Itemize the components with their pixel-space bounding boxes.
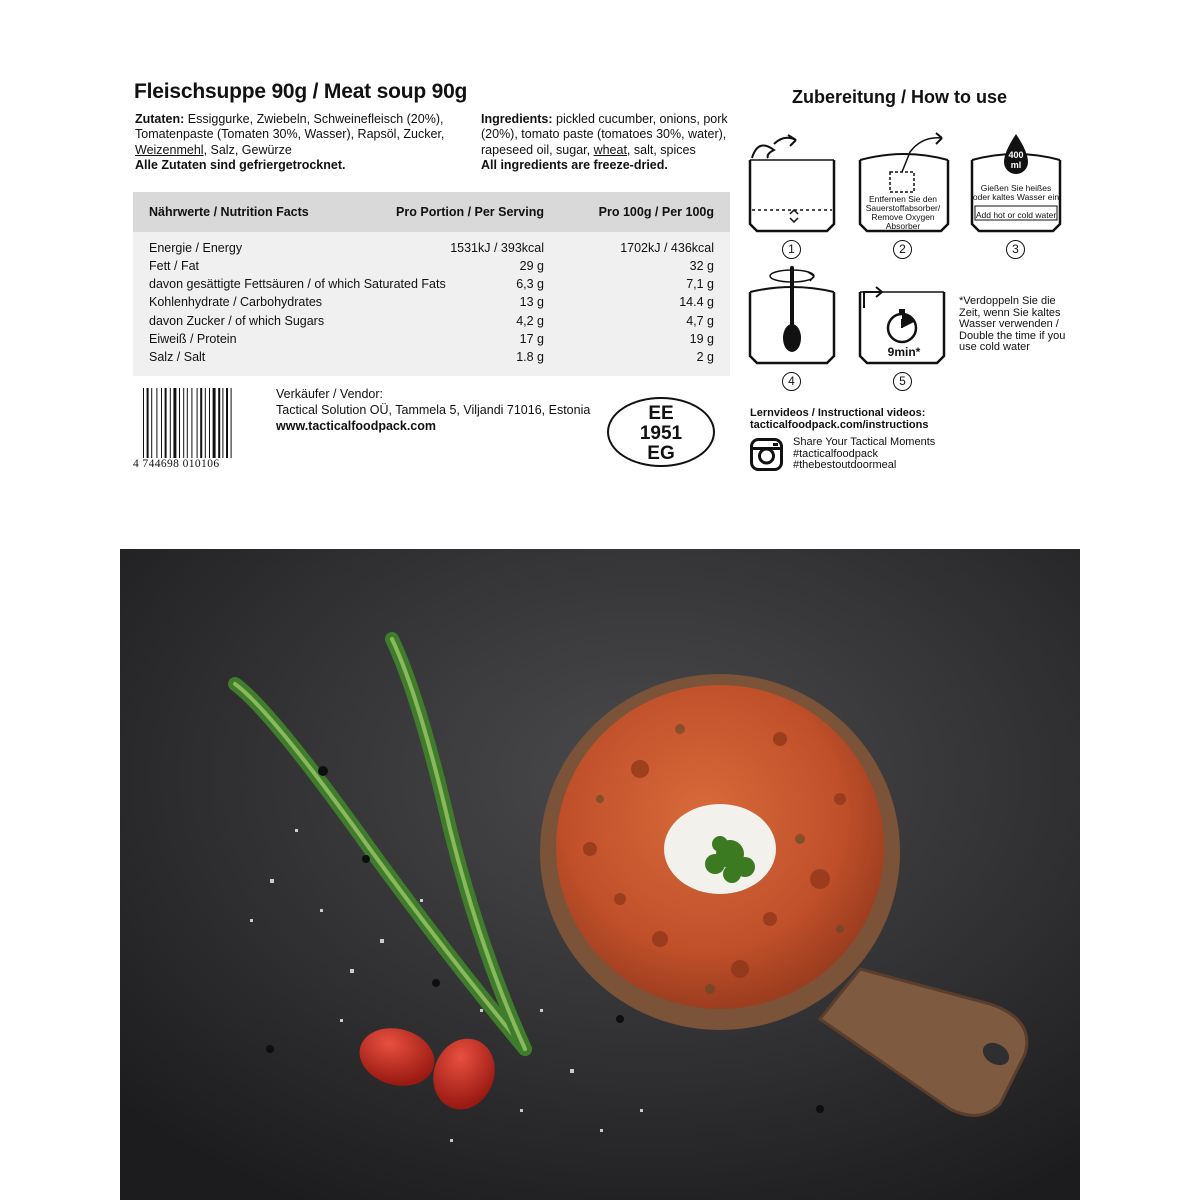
nutrition-row bbox=[133, 241, 730, 259]
step-4-stir bbox=[744, 262, 840, 368]
step-3-volume-value: 400 bbox=[1008, 150, 1024, 160]
nutrient-per100: 19 g bbox=[689, 332, 714, 346]
nutrition-row bbox=[133, 350, 730, 368]
ingredients-en-label: Ingredients: bbox=[481, 112, 553, 126]
nutrition-header-serving: Pro Portion / Per Serving bbox=[396, 205, 544, 219]
nutrition-table bbox=[133, 192, 730, 376]
nutrient-serving: 1.8 g bbox=[516, 350, 544, 364]
barcode-number: 4 744698 010106 bbox=[133, 458, 220, 470]
instagram-icon[interactable] bbox=[750, 438, 783, 471]
step-3-text-en: Add hot or cold water bbox=[975, 210, 1057, 220]
product-title: Fleischsuppe 90g / Meat soup 90g bbox=[134, 80, 468, 103]
ec-identification-mark bbox=[607, 397, 715, 467]
ingredients-en-freeze-dried: All ingredients are freeze-dried. bbox=[481, 157, 668, 172]
step-3-text-de: Gießen Sie heißes oder kaltes Wasser ein bbox=[972, 183, 1060, 202]
nutrient-per100: 7,1 g bbox=[686, 277, 714, 291]
step-3-volume-unit: ml bbox=[1010, 160, 1022, 170]
ingredients-en-text-2: salt, spices bbox=[630, 142, 696, 157]
nutrition-row bbox=[133, 314, 730, 332]
nutrient-name: Fett / Fat bbox=[149, 259, 200, 273]
step-number-2: 2 bbox=[893, 240, 912, 259]
nutrient-serving: 4,2 g bbox=[516, 314, 544, 328]
vendor-address: Tactical Solution OÜ, Tammela 5, Viljandi 71016, Estonia bbox=[276, 403, 591, 417]
nutrient-name: davon Zucker / of which Sugars bbox=[149, 314, 325, 328]
nutrient-serving: 6,3 g bbox=[516, 277, 544, 291]
step-number-3: 3 bbox=[1006, 240, 1025, 259]
nutrition-header bbox=[133, 192, 730, 232]
barcode bbox=[143, 388, 239, 460]
hashtag-brand: #tacticalfoodpack bbox=[793, 447, 878, 460]
nutrient-name: Salz / Salt bbox=[149, 350, 206, 364]
share-block bbox=[793, 437, 935, 472]
learn-url[interactable]: tacticalfoodpack.com/instructions bbox=[750, 419, 929, 431]
cold-water-note: *Verdoppeln Sie die Zeit, wenn Sie kaltes Wasser verwenden / Double the time if you use cold water bbox=[959, 295, 1066, 354]
step-5-time: 9min* bbox=[887, 345, 921, 359]
nutrient-per100: 2 g bbox=[696, 350, 714, 364]
ec-country: EE bbox=[648, 403, 674, 424]
vendor-url[interactable]: www.tacticalfoodpack.com bbox=[276, 419, 436, 433]
nutrient-name: Eiweiß / Protein bbox=[149, 332, 237, 346]
step-1-open-pouch bbox=[744, 128, 840, 234]
nutrition-header-per100: Pro 100g / Per 100g bbox=[598, 205, 714, 219]
stir-spoon-icon bbox=[744, 262, 840, 368]
nutrient-per100: 4,7 g bbox=[686, 314, 714, 328]
ec-number: 1951 bbox=[639, 423, 683, 444]
nutrient-serving: 29 g bbox=[519, 259, 544, 273]
share-line: Share Your Tactical Moments bbox=[793, 436, 936, 448]
step-number-4: 4 bbox=[782, 372, 801, 391]
ingredients-de-label: Zutaten: bbox=[135, 112, 185, 126]
nutrient-per100: 1702kJ / 436kcal bbox=[620, 241, 714, 255]
nutrient-per100: 14.4 g bbox=[679, 295, 714, 309]
instructional-videos bbox=[750, 407, 928, 431]
step-number-5: 5 bbox=[893, 372, 912, 391]
learn-label: Lernvideos / Instructional videos: bbox=[750, 407, 926, 419]
ec-region: EG bbox=[647, 443, 675, 464]
nutrition-row bbox=[133, 295, 730, 313]
nutrient-name: Energie / Energy bbox=[149, 241, 243, 255]
nutrient-name: davon gesättigte Fettsäuren / of which Saturated Fats bbox=[149, 277, 446, 291]
nutrient-per100: 32 g bbox=[689, 259, 714, 273]
ingredients-de-text-1: Essiggurke, Zwiebeln, Schweinefleisch (20%), Tomatenpaste (Tomaten 30%, Wasser), Rapsöl, Zucker, bbox=[135, 112, 445, 142]
step-2-text: Entfernen Sie den Sauerstoffabsorber/ Remove Oxygen Absorber bbox=[865, 194, 941, 231]
ingredients-de-text-2: , Salz, Gewürze bbox=[203, 142, 292, 157]
ingredients-de-freeze-dried: Alle Zutaten sind gefriergetrocknet. bbox=[135, 157, 346, 172]
ingredients-english bbox=[481, 112, 731, 173]
hashtag-slogan: #thebestoutdoormeal bbox=[793, 459, 897, 471]
nutrient-name: Kohlenhydrate / Carbohydrates bbox=[149, 295, 323, 309]
step-number-1: 1 bbox=[782, 240, 801, 259]
nutrition-row bbox=[133, 332, 730, 350]
vendor-info bbox=[276, 386, 590, 434]
nutrient-serving: 17 g bbox=[519, 332, 544, 346]
nutrition-row bbox=[133, 259, 730, 277]
nutrition-header-name: Nährwerte / Nutrition Facts bbox=[149, 205, 309, 219]
ingredients-en-allergen: wheat, bbox=[593, 142, 631, 157]
open-pouch-icon bbox=[744, 128, 840, 234]
howto-title: Zubereitung / How to use bbox=[792, 87, 1007, 107]
nutrient-serving: 1531kJ / 393kcal bbox=[450, 241, 544, 255]
vendor-label: Verkäufer / Vendor: bbox=[276, 387, 384, 401]
nutrient-serving: 13 g bbox=[519, 295, 544, 309]
meat-soup-photo bbox=[120, 549, 1080, 1200]
nutrition-row bbox=[133, 277, 730, 295]
ingredients-german bbox=[135, 112, 470, 173]
ingredients-en-text-1: pickled cucumber, onions, pork (20%), tomato paste (tomatoes 30%, water), rapeseed oil, sugar, bbox=[481, 112, 728, 157]
ingredients-de-allergen: Weizenmehl bbox=[135, 142, 204, 157]
